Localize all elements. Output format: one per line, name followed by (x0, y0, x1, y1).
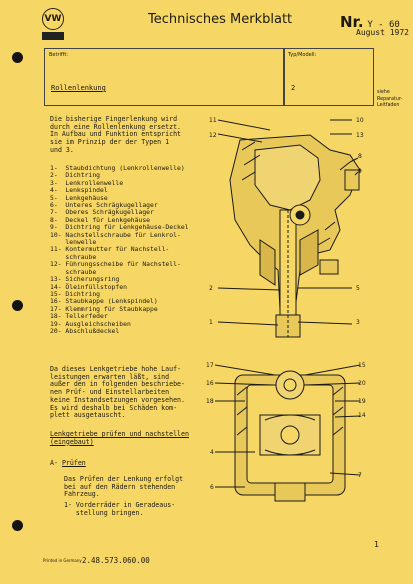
callout-label: 5 (356, 285, 360, 292)
list-item: 15- Dichtring (50, 289, 101, 298)
logo-bar (42, 32, 64, 40)
callout-label: 10 (356, 117, 364, 124)
list-item: 16- Staubkappe (Lenkspindel) (50, 297, 158, 306)
callout-label: 14 (358, 412, 366, 419)
list-item: 12- Führungsscheibe für Nachstell- (50, 260, 181, 269)
callout-label: 15 (358, 362, 366, 369)
callout-label: 16 (206, 380, 214, 387)
list-item: 11- Kontermutter für Nachstell- (50, 245, 170, 254)
list-item: 14- Öleinfüllstopfen (50, 282, 127, 291)
printed-note: Printed in Germany (43, 558, 82, 563)
callout-label: 13 (356, 132, 364, 139)
list-item: 9- Dichtring für Lenkgehäuse-Deckel (50, 223, 189, 232)
callout-label: 12 (209, 132, 217, 139)
list-item: 8- Deckel für Lenkgehäuse (50, 215, 151, 224)
type-box (284, 48, 374, 106)
list-item: 5- Lenkgehäuse (50, 193, 108, 202)
section-heading: Lenkgetriebe prüfen und nachstellen (eingebaut) (50, 430, 189, 446)
type-value: 2 (291, 84, 296, 92)
check-text: Das Prüfen der Lenkung erfolgt bei auf den Rädern stehenden Fahrzeug. (64, 475, 184, 499)
list-item: 2- Dichtring (50, 171, 101, 180)
callout-label: 18 (206, 398, 214, 405)
document-date: August 1972 (356, 28, 409, 37)
subject-value: Rollenlenkung (51, 84, 106, 92)
subsection-heading: A- Prüfen (50, 459, 86, 467)
steering-gear-top-view-diagram (215, 355, 365, 515)
vw-logo: VW (42, 8, 64, 30)
document-code: 2.48.573.060.00 (82, 556, 150, 565)
step-text: 1- Vorderräder in Geradeaus- stellung bringen. (64, 501, 176, 517)
callout-label: 17 (206, 362, 214, 369)
type-label: Typ/Modell: (288, 52, 317, 58)
side-note: siehe Reparatur- Leitfaden (377, 90, 403, 108)
list-item: schraube (50, 267, 97, 276)
list-item: schraube (50, 252, 97, 261)
subject-label: Betrifft: (49, 52, 69, 58)
page-number: 1 (374, 540, 380, 549)
callout-label: 9 (358, 168, 362, 175)
binder-hole (12, 300, 23, 311)
callout-label: 20 (358, 380, 366, 387)
list-item: lenwelle (50, 238, 97, 247)
callout-label: 2 (209, 285, 213, 292)
list-item: 17- Klemmring für Staubkappe (50, 304, 158, 313)
list-item: 4- Lenkspindel (50, 186, 108, 195)
callout-label: 11 (209, 117, 217, 124)
subject-box (44, 48, 284, 106)
callout-label: 1 (209, 319, 213, 326)
callout-label: 8 (358, 153, 362, 160)
steering-gear-section-diagram (200, 110, 375, 350)
intro-text: Die bisherige Fingerlenkung wird durch eine Rollenlenkung ersetzt. In Aufbau und Funktion entspricht sie im Prinzip der der Typen 1 und 3. (50, 115, 182, 154)
callout-label: 4 (210, 449, 214, 456)
list-item: 20- Abschlußdeckel (50, 326, 120, 335)
document-title: Technisches Merkblatt (148, 12, 293, 27)
callout-label: 19 (358, 398, 366, 405)
parts-list (50, 165, 215, 335)
callout-label: 3 (356, 319, 360, 326)
callout-label: 7 (358, 472, 362, 479)
callout-label: 6 (210, 484, 214, 491)
list-item: 6- Unteres Schrägkugellager (50, 201, 158, 210)
note-paragraph: Da dieses Lenkgetriebe hohe Lauf- leistungen erwarten läßt, sind außer den in folgenden beschriebe- nen Prüf- und Einstellarbeiten keine Instandsetzungen vorgesehen. Es wird deshalb bei Schäden kom- plett ausgetauscht. (50, 365, 185, 420)
list-item: 19- Ausgleichscheiben (50, 319, 131, 328)
list-item: 13- Sicherungsring (50, 275, 120, 284)
list-item: 7- Oberes Schrägkugellager (50, 208, 154, 217)
list-item: 3- Lenkrollenwelle (50, 178, 124, 187)
document-number: Nr. Y - 60 (340, 13, 400, 31)
binder-hole (12, 520, 23, 531)
list-item: 10- Nachstellschraube für Lenkrol- (50, 230, 181, 239)
list-item: 1- Staubdichtung (Lenkrollenwelle) (50, 164, 185, 172)
list-item: 18- Tellerfeder (50, 312, 108, 321)
binder-hole (12, 52, 23, 63)
